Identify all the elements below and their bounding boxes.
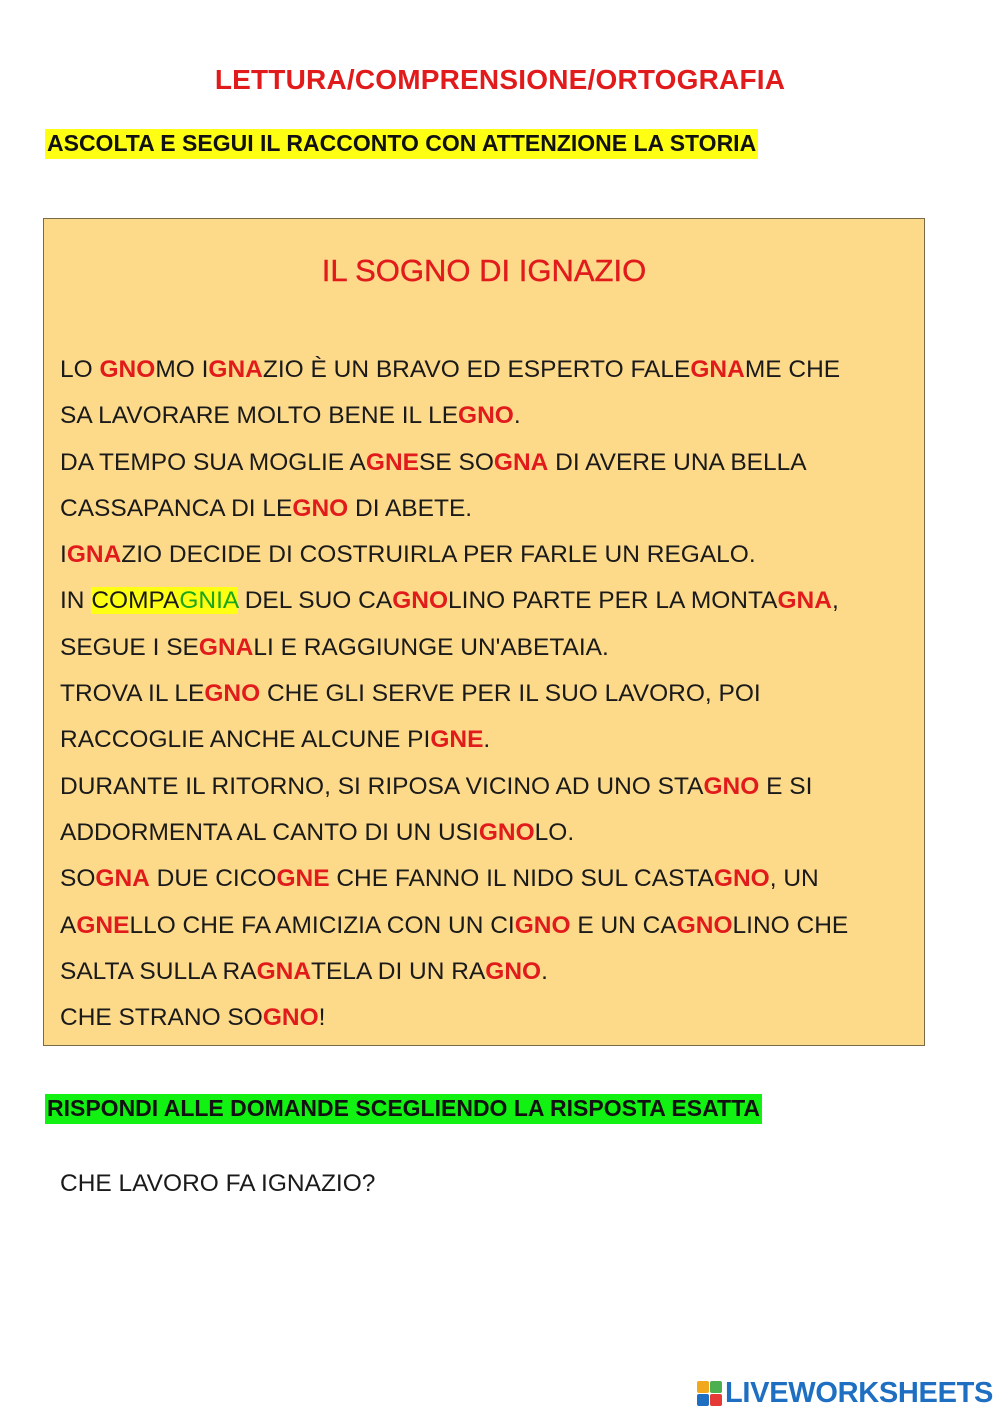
story-text-segment: SO bbox=[60, 865, 96, 893]
story-line bbox=[60, 764, 940, 810]
gn-syllable: GNA bbox=[493, 448, 549, 476]
gn-syllable: GNA bbox=[690, 356, 745, 383]
story-line bbox=[60, 532, 940, 578]
story-text-segment: DURANTE IL RITORNO, SI RIPOSA VICINO AD UNO STA bbox=[60, 772, 704, 800]
story-line bbox=[60, 995, 940, 1041]
story-text-segment: . bbox=[483, 726, 491, 754]
story-text-segment: E SI bbox=[759, 772, 813, 800]
story-text-segment: . bbox=[513, 402, 521, 430]
story-box bbox=[43, 218, 925, 1046]
story-line bbox=[60, 440, 940, 486]
story-text-segment: E UN CA bbox=[570, 911, 677, 939]
story-line bbox=[60, 810, 940, 856]
story-text-segment: ZIO DECIDE DI COSTRUIRLA PER FARLE UN REGALO. bbox=[121, 541, 756, 569]
answer-instruction: RISPONDI ALLE DOMANDE SCEGLIENDO LA RISPOSTA ESATTA bbox=[45, 1094, 762, 1124]
story-text-segment: LI E RAGGIUNGE UN'ABETAIA. bbox=[253, 633, 609, 661]
story-text-segment: LO. bbox=[534, 818, 575, 846]
story-line bbox=[60, 717, 940, 763]
story-line bbox=[60, 856, 940, 902]
story-text-segment: A bbox=[60, 911, 77, 939]
story-text-segment: ! bbox=[318, 1004, 326, 1032]
gn-syllable: GNO bbox=[703, 772, 760, 800]
story-text-segment: TROVA IL LE bbox=[60, 680, 205, 708]
gn-syllable: GNA bbox=[95, 865, 150, 893]
gn-syllable: GNO bbox=[262, 1004, 319, 1032]
story-text-segment: CASSAPANCA DI LE bbox=[60, 494, 293, 522]
story-text-segment: ADDORMENTA AL CANTO DI UN USI bbox=[60, 818, 479, 846]
logo-square bbox=[710, 1381, 722, 1393]
logo-text: LIVEWORKSHEETS bbox=[725, 1376, 994, 1409]
story-text-segment: SALTA SULLA RA bbox=[60, 957, 257, 985]
logo-square bbox=[697, 1394, 709, 1406]
story-line bbox=[60, 486, 940, 532]
story-text-segment: IN bbox=[60, 587, 92, 615]
gn-syllable: GNO bbox=[392, 587, 449, 615]
story-text-segment: TELA DI UN RA bbox=[311, 957, 486, 985]
gn-syllable: GNO bbox=[485, 957, 542, 985]
story-line bbox=[60, 578, 940, 624]
gn-syllable: GNE bbox=[276, 865, 330, 893]
story-line bbox=[60, 347, 940, 393]
gn-syllable: GNA bbox=[198, 633, 254, 661]
story-text bbox=[60, 347, 940, 1041]
story-text-segment: LINO PARTE PER LA MONTA bbox=[448, 587, 778, 615]
story-text-segment: ME CHE bbox=[744, 356, 841, 383]
story-line bbox=[60, 393, 940, 439]
story-text-segment: DUE CICO bbox=[149, 865, 277, 893]
logo-square bbox=[697, 1381, 709, 1393]
logo-square bbox=[710, 1394, 722, 1406]
story-text-segment: I bbox=[60, 541, 67, 569]
gn-syllable: GNA bbox=[208, 356, 263, 383]
story-text-segment: SEGUE I SE bbox=[60, 633, 199, 661]
story-text-segment: CHE FANNO IL NIDO SUL CASTA bbox=[329, 865, 714, 893]
story-text-segment: LINO CHE bbox=[732, 911, 849, 939]
story-text-segment: DEL SUO CA bbox=[237, 587, 393, 615]
gn-syllable: GNO bbox=[99, 356, 156, 383]
story-text-segment: RACCOGLIE ANCHE ALCUNE PI bbox=[60, 726, 431, 754]
liveworksheets-logo-icon bbox=[697, 1381, 722, 1406]
story-text-segment: ZIO È UN BRAVO ED ESPERTO FALE bbox=[262, 356, 691, 383]
worksheet-title: LETTURA/COMPRENSIONE/ORTOGRAFIA bbox=[214, 64, 786, 95]
gn-syllable: GNO bbox=[458, 402, 514, 430]
gn-syllable: GNA bbox=[256, 957, 312, 985]
story-text-segment: SA LAVORARE MOLTO BENE IL LE bbox=[60, 402, 459, 430]
question-1: CHE LAVORO FA IGNAZIO? bbox=[60, 1170, 376, 1197]
story-text-segment: DI AVERE UNA BELLA bbox=[548, 448, 807, 476]
gn-syllable: GNO bbox=[478, 818, 535, 846]
story-text-segment: CHE GLI SERVE PER IL SUO LAVORO, POI bbox=[260, 680, 761, 708]
story-text-segment: , UN bbox=[769, 865, 819, 893]
liveworksheets-logo[interactable] bbox=[697, 1376, 993, 1410]
story-text-segment: DI ABETE. bbox=[348, 494, 473, 522]
gn-syllable: GNIA bbox=[179, 587, 238, 615]
story-line bbox=[60, 671, 940, 717]
gn-syllable: GNE bbox=[430, 726, 484, 754]
gn-syllable: GNA bbox=[66, 541, 122, 569]
story-text-segment: DA TEMPO SUA MOGLIE A bbox=[60, 448, 366, 476]
gn-syllable: GNO bbox=[292, 494, 349, 522]
story-text-segment: COMPA bbox=[91, 587, 180, 615]
gn-syllable: GNO bbox=[204, 680, 261, 708]
gn-syllable: GNE bbox=[365, 448, 419, 476]
story-line bbox=[60, 625, 940, 671]
story-line bbox=[60, 949, 940, 995]
gn-syllable: GNE bbox=[76, 911, 130, 939]
story-text-segment: , bbox=[831, 587, 839, 615]
story-line bbox=[60, 903, 940, 949]
story-text-segment: MO I bbox=[155, 356, 209, 383]
story-text-segment: CHE STRANO SO bbox=[60, 1004, 263, 1032]
story-title: IL SOGNO DI IGNAZIO bbox=[321, 253, 647, 288]
story-text-segment: . bbox=[541, 957, 548, 985]
gn-syllable: GNO bbox=[676, 911, 733, 939]
story-text-segment: LLO CHE FA AMICIZIA CON UN CI bbox=[129, 911, 515, 939]
gn-syllable: GNA bbox=[777, 587, 832, 615]
gn-syllable: GNO bbox=[713, 865, 770, 893]
story-text-segment: LO bbox=[60, 356, 100, 383]
story-text-segment: SE SO bbox=[419, 448, 494, 476]
gn-syllable: GNO bbox=[514, 911, 571, 939]
listen-instruction: ASCOLTA E SEGUI IL RACCONTO CON ATTENZIONE LA STORIA bbox=[45, 129, 758, 159]
